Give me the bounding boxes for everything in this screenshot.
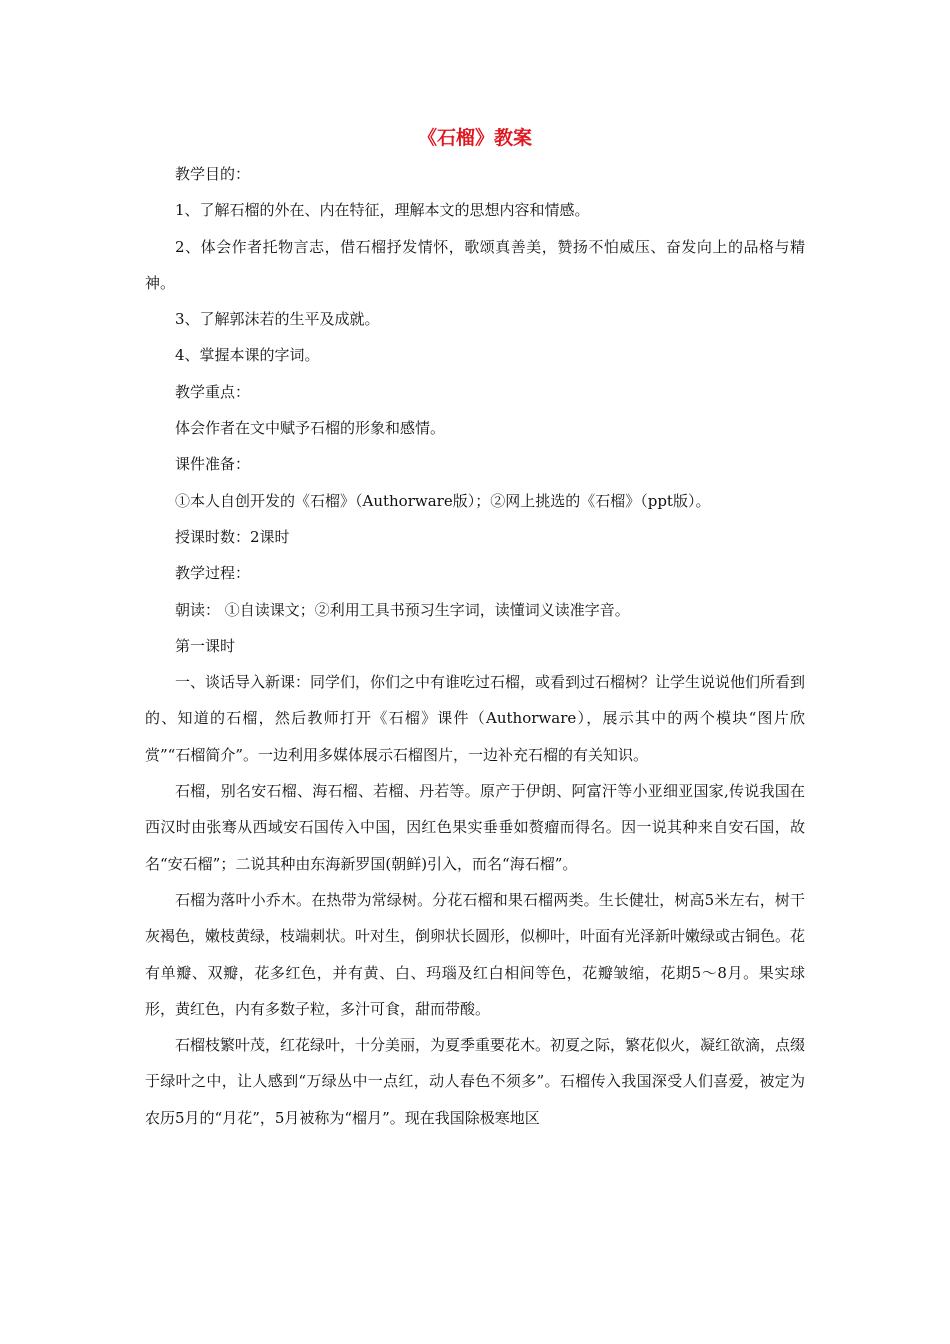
paragraph-objective-1: 1、了解石榴的外在、内在特征，理解本文的思想内容和情感。 — [175, 201, 590, 220]
paragraph-introduction: 一、谈话导入新课：同学们，你们之中有谁吃过石榴，或看到过石榴树？让学生说说他们所看到的、知道的石榴，然后教师打开《石榴》课件（Authorware），展示其中的两个模块“图片欣赏”“石榴简介”。一边利用多媒体展示石榴图片，一边补充石榴的有关知识。 — [145, 673, 806, 764]
paragraph-pomegranate-description: 石榴为落叶小乔木。在热带为常绿树。分花石榴和果石榴两类。生长健壮，树高5米左右，树干灰褐色，嫩枝黄绿，枝端刺状。叶对生，倒卵状长圆形，似柳叶，叶面有光泽新叶嫩绿或古铜色。花有单瓣、双瓣，花多红色，并有黄、白、玛瑙及红白相间等色，花瓣皱缩，花期5～8月。果实球形，黄红色，内有多数子粒，多汁可食，甜而带酸。 — [145, 890, 806, 1018]
paragraph-courseware: ①本人自创开发的《石榴》（Authorware版）；②网上挑选的《石榴》（ppt版）。 — [175, 491, 711, 510]
paragraph-morning-reading: 朝读： ①自读课文；②利用工具书预习生字词，读懂词义读准字音。 — [175, 600, 630, 619]
paragraph-objective-3: 3、了解郭沫若的生平及成就。 — [175, 310, 380, 329]
paragraph-courseware-heading: 课件准备： — [175, 455, 251, 474]
paragraph-objective-2: 2、体会作者托物言志，借石榴抒发情怀，歌颂真善美，赞扬不怕威压、奋发向上的品格与精神。 — [145, 237, 805, 292]
paragraph-class-hours: 授课时数：2课时 — [175, 527, 290, 546]
document-title: 《石榴》教案 — [417, 127, 532, 149]
paragraph-key-points-heading: 教学重点： — [175, 382, 251, 401]
paragraph-key-points: 体会作者在文中赋予石榴的形象和感情。 — [175, 419, 446, 438]
paragraph-objectives-heading: 教学目的： — [175, 165, 251, 183]
paragraph-first-lesson: 第一课时 — [175, 636, 236, 655]
paragraph-pomegranate-beauty: 石榴枝繁叶茂，红花绿叶，十分美丽，为夏季重要花木。初夏之际，繁花似火，凝红欲滴，点缀于绿叶之中，让人感到“万绿丛中一点红，动人春色不须多”。石榴传入我国深受人们喜爱，被定为农历5月的“月花”，5月被称为“榴月”。现在我国除极寒地区 — [145, 1036, 806, 1127]
paragraph-pomegranate-origin: 石榴，别名安石榴、海石榴、若榴、丹若等。原产于伊朗、阿富汗等小亚细亚国家,传说我国在西汉时由张骞从西域安石国传入中国，因红色果实垂垂如赘瘤而得名。因一说其种来自安石国，故名“安石榴”；二说其种由东海新罗国(朝鲜)引入，而名“海石榴”。 — [145, 782, 805, 873]
paragraph-process-heading: 教学过程： — [175, 564, 251, 583]
document-body — [145, 120, 805, 1136]
paragraph-objective-4: 4、掌握本课的字词。 — [175, 346, 320, 365]
